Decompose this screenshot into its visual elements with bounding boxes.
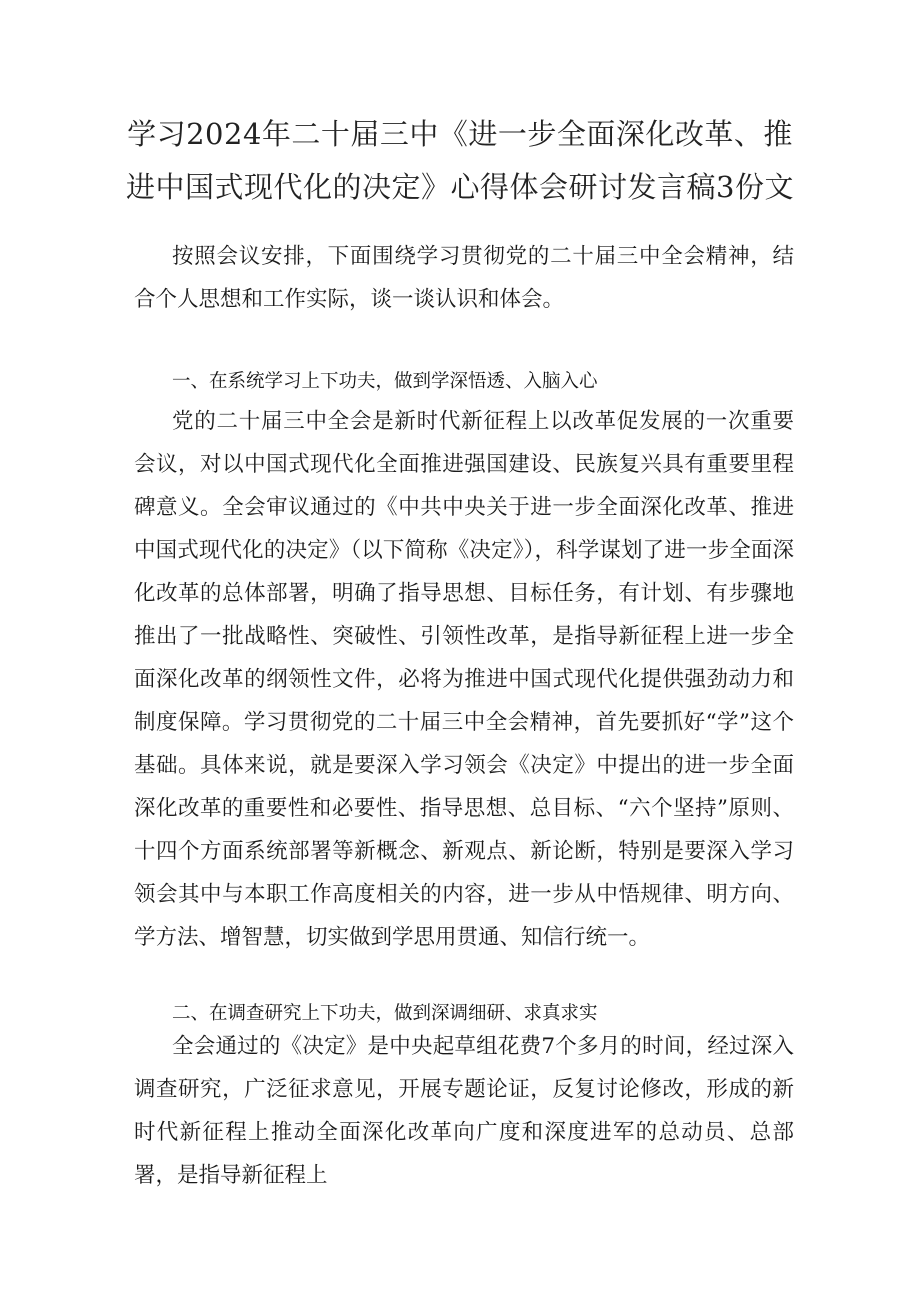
document-title-line-2: 进中国式现代化的决定》心得体会研讨发言稿3份文 [126, 170, 794, 204]
section-2-paragraph: 全会通过的《决定》是中央起草组花费7个多月的时间，经过深入调查研究，广泛征求意见，开展专题论证，反复讨论修改，形成的新时代新征程上推动全面深化改革向广度和深度进军的总动员、总部署，是指导新征程上 [134, 1034, 794, 1188]
section-1-paragraph: 党的二十届三中全会是新时代新征程上以改革促发展的一次重要会议，对以中国式现代化全面推进强国建设、民族复兴具有重要里程碑意义。全会审议通过的《中共中央关于进一步全面深化改革、推进中国式现代化的决定》（以下简称《决定》），科学谋划了进一步全面深化改革的总体部署，明确了指导思想、目标任务，有计划、有步骤地推出了一批战略性、突破性、引领性改革，是指导新征程上进一步全面深化改革的纲领性文件，必将为推进中国式现代化提供强劲动力和制度保障。学习贯彻党的二十届三中全会精神，首先要抓好“学”这个基础。具体来说，就是要深入学习领会《决定》中提出的进一步全面深化改革的重要性和必要性、指导思想、总目标、“六个坚持”原则、十四个方面系统部署等新概念、新观点、新论断，特别是要深入学习领会其中与本职工作高度相关的内容，进一步从中悟规律、明方向、学方法、增智慧，切实做到学思用贯通、知信行统一。 [134, 409, 794, 950]
intro-paragraph: 按照会议安排，下面围绕学习贯彻党的二十届三中全会精神，结合个人思想和工作实际，谈一谈认识和体会。 [134, 244, 794, 312]
document-title-line-1: 学习2024年二十届三中《进一步全面深化改革、推 [127, 117, 793, 151]
section-2-heading: 二、在调查研究上下功夫，做到深调细研、求真求实 [172, 1003, 598, 1024]
section-1-heading: 一、在系统学习上下功夫，做到学深悟透、入脑入心 [172, 371, 598, 392]
